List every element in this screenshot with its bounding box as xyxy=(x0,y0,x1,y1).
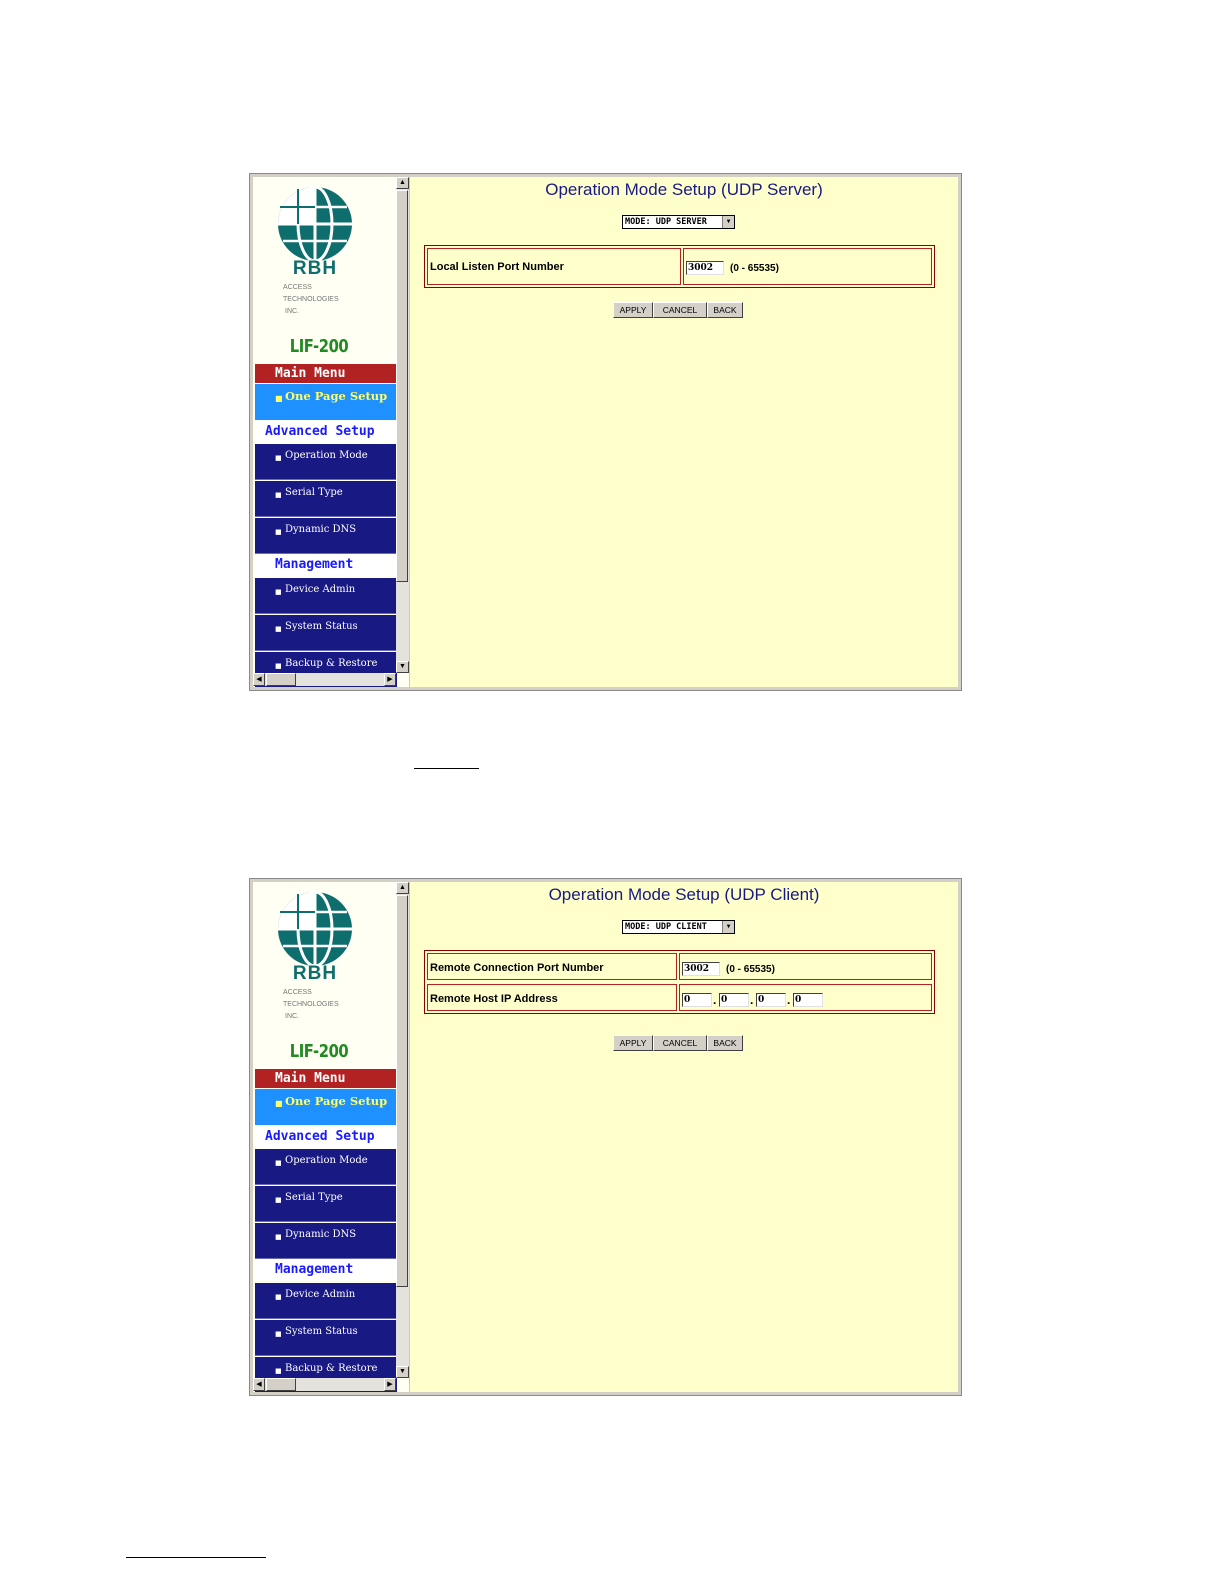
menu-system-status[interactable] xyxy=(255,615,397,651)
menu-item-label: System Status xyxy=(285,621,358,632)
menu-operation-mode[interactable] xyxy=(255,444,397,480)
ip-octet-input[interactable]: 0 xyxy=(719,993,749,1007)
sidebar-horizontal-scrollbar[interactable] xyxy=(253,673,396,686)
ip-separator: . xyxy=(713,993,717,1007)
advanced-setup-header: Advanced Setup xyxy=(255,422,397,442)
rbh-logo xyxy=(255,882,397,1047)
ip-octet-input[interactable]: 0 xyxy=(682,993,712,1007)
ip-octet-input[interactable]: 0 xyxy=(793,993,823,1007)
browser-viewport xyxy=(253,882,958,1392)
bullet-icon: ■ xyxy=(275,1367,282,1375)
page-title: Operation Mode Setup (UDP Server) xyxy=(545,180,823,199)
field-label: Local Listen Port Number xyxy=(427,248,681,285)
table-row xyxy=(425,246,934,287)
scroll-down-icon[interactable]: ▼ xyxy=(396,661,409,673)
menu-item-label: Dynamic DNS xyxy=(285,524,357,535)
footnote-rule xyxy=(126,1557,266,1558)
scroll-up-icon[interactable]: ▲ xyxy=(396,177,409,189)
ip-separator: . xyxy=(787,993,791,1007)
bullet-icon: ■ xyxy=(275,662,282,670)
settings-table xyxy=(424,950,935,1014)
apply-button[interactable]: APPLY xyxy=(613,302,653,318)
ip-octet-input[interactable]: 0 xyxy=(756,993,786,1007)
field-label: Remote Connection Port Number xyxy=(427,953,677,980)
menu-item-label: Serial Type xyxy=(285,1192,343,1203)
menu-item-label: One Page Setup xyxy=(285,1094,388,1108)
mode-select-value: MODE: UDP SERVER xyxy=(625,217,707,227)
brand-tagline-1: ACCESS xyxy=(283,989,312,996)
sidebar-frame xyxy=(253,177,410,687)
port-range-hint: (0 - 65535) xyxy=(726,964,775,975)
brand-tagline-2: TECHNOLOGIES xyxy=(283,296,339,303)
sidebar-vertical-scrollbar[interactable] xyxy=(396,882,409,1378)
menu-item-label: Operation Mode xyxy=(285,450,368,461)
page-title: Operation Mode Setup (UDP Client) xyxy=(548,885,820,904)
globe-icon xyxy=(278,187,352,261)
bullet-icon: ■ xyxy=(275,393,283,403)
cancel-button[interactable]: CANCEL xyxy=(653,302,707,318)
table-row xyxy=(425,982,934,1013)
menu-item-label: System Status xyxy=(285,1326,358,1337)
menu-item-label: One Page Setup xyxy=(285,389,388,403)
menu-item-label: Serial Type xyxy=(285,487,343,498)
menu-one-page-setup[interactable] xyxy=(255,384,397,420)
bullet-icon: ■ xyxy=(275,1330,282,1338)
browser-viewport xyxy=(253,177,958,687)
rbh-logo xyxy=(255,177,397,342)
back-button[interactable]: BACK xyxy=(707,1035,743,1051)
bullet-icon: ■ xyxy=(275,1098,283,1108)
scrollbar-thumb[interactable] xyxy=(266,1378,296,1391)
screenshot-udp-client xyxy=(249,878,962,1396)
sidebar-frame xyxy=(253,882,410,1392)
menu-device-admin[interactable] xyxy=(255,578,397,614)
main-menu-header: Main Menu xyxy=(255,364,397,383)
scroll-right-icon[interactable]: ▶ xyxy=(384,673,396,686)
field-value-cell xyxy=(679,953,932,980)
scroll-left-icon[interactable]: ◀ xyxy=(253,673,265,686)
bullet-icon: ■ xyxy=(275,1233,282,1241)
scrollbar-thumb[interactable] xyxy=(266,673,296,686)
bullet-icon: ■ xyxy=(275,588,282,596)
brand-tagline-1: ACCESS xyxy=(283,284,312,291)
brand-tagline-3: INC. xyxy=(285,308,299,315)
scroll-up-icon[interactable]: ▲ xyxy=(396,882,409,894)
model-name: LIF-200 xyxy=(289,1041,349,1062)
scrollbar-thumb[interactable] xyxy=(396,895,408,1287)
screenshot-udp-server xyxy=(249,173,962,691)
bullet-icon: ■ xyxy=(275,528,282,536)
scroll-left-icon[interactable]: ◀ xyxy=(253,1378,265,1391)
advanced-setup-header: Advanced Setup xyxy=(255,1127,397,1147)
sidebar-vertical-scrollbar[interactable] xyxy=(396,177,409,673)
globe-icon xyxy=(278,892,352,966)
underline-rule xyxy=(414,768,479,769)
settings-table xyxy=(424,245,935,288)
management-header: Management xyxy=(255,1260,397,1280)
menu-one-page-setup[interactable] xyxy=(255,1089,397,1125)
bullet-icon: ■ xyxy=(275,491,282,499)
brand-tagline-2: TECHNOLOGIES xyxy=(283,1001,339,1008)
bullet-icon: ■ xyxy=(275,454,282,462)
ip-separator: . xyxy=(750,993,754,1007)
main-content xyxy=(410,177,958,687)
menu-item-label: Operation Mode xyxy=(285,1155,368,1166)
scroll-down-icon[interactable]: ▼ xyxy=(396,1366,409,1378)
cancel-button[interactable]: CANCEL xyxy=(653,1035,707,1051)
scroll-right-icon[interactable]: ▶ xyxy=(384,1378,396,1391)
menu-item-label: Device Admin xyxy=(285,584,356,595)
model-name: LIF-200 xyxy=(289,336,349,357)
field-label: Remote Host IP Address xyxy=(427,984,677,1011)
bullet-icon: ■ xyxy=(275,625,282,633)
chevron-down-icon[interactable]: ▼ xyxy=(722,921,734,933)
mode-select[interactable] xyxy=(622,215,735,229)
menu-operation-mode[interactable] xyxy=(255,1149,397,1185)
bullet-icon: ■ xyxy=(275,1159,282,1167)
menu-item-label: Backup & Restore xyxy=(285,658,378,669)
brand-name: RBH xyxy=(292,258,338,279)
bullet-icon: ■ xyxy=(275,1293,282,1301)
menu-item-label: Dynamic DNS xyxy=(285,1229,357,1240)
brand-tagline-3: INC. xyxy=(285,1013,299,1020)
port-input[interactable]: 3002 xyxy=(686,261,724,275)
menu-item-label: Device Admin xyxy=(285,1289,356,1300)
menu-device-admin[interactable] xyxy=(255,1283,397,1319)
scrollbar-thumb[interactable] xyxy=(396,190,408,582)
mode-select[interactable] xyxy=(622,920,735,934)
menu-serial-type[interactable] xyxy=(255,1186,397,1222)
table-row xyxy=(425,951,934,982)
port-range-hint: (0 - 65535) xyxy=(730,263,779,274)
menu-item-label: Backup & Restore xyxy=(285,1363,378,1374)
bullet-icon: ■ xyxy=(275,1196,282,1204)
brand-name: RBH xyxy=(292,963,338,984)
mode-select-value: MODE: UDP CLIENT xyxy=(625,922,707,932)
menu-serial-type[interactable] xyxy=(255,481,397,517)
chevron-down-icon[interactable]: ▼ xyxy=(722,216,734,228)
menu-dynamic-dns[interactable] xyxy=(255,1223,397,1259)
field-value-cell xyxy=(679,984,932,1011)
sidebar-horizontal-scrollbar[interactable] xyxy=(253,1378,396,1391)
back-button[interactable]: BACK xyxy=(707,302,743,318)
field-value-cell xyxy=(683,248,932,285)
menu-dynamic-dns[interactable] xyxy=(255,518,397,554)
management-header: Management xyxy=(255,555,397,575)
main-content xyxy=(410,882,958,1392)
port-input[interactable]: 3002 xyxy=(682,962,720,976)
menu-system-status[interactable] xyxy=(255,1320,397,1356)
main-menu-header: Main Menu xyxy=(255,1069,397,1088)
apply-button[interactable]: APPLY xyxy=(613,1035,653,1051)
